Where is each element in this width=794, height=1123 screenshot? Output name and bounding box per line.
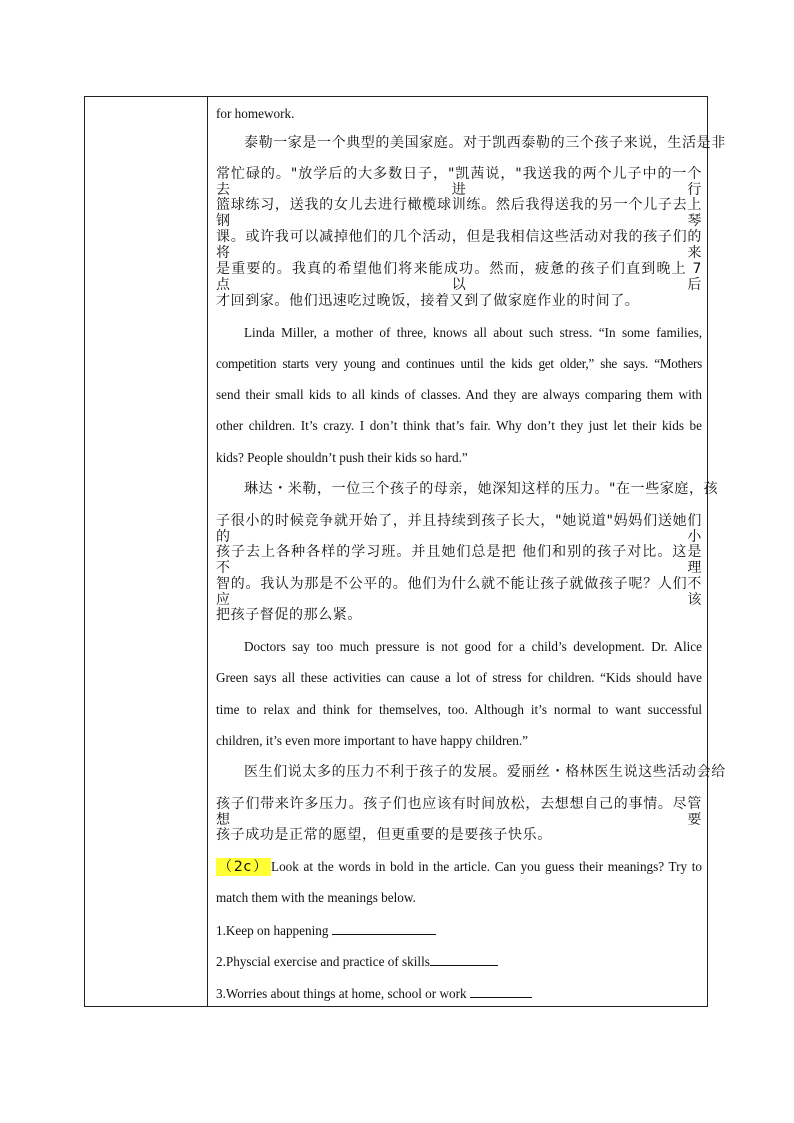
match-item-3	[216, 985, 702, 1002]
left-column-cell	[85, 97, 208, 1006]
zh-paragraph-1-line: 才回到家。他们迅速吃过晚饭，接着又到了做家庭作业的时间了。	[216, 293, 640, 309]
en-paragraph-2-line: other children. It’s crazy. I don’t think that’s fair. Why don’t they just let their kids be	[216, 418, 702, 433]
zh-paragraph-1-line: 篮球练习，送我的女儿去进行橄榄球训练。然后我得送我的另一个儿子去上钢琴	[216, 197, 702, 229]
zh-paragraph-2-line: 琳达・米勒，一位三个孩子的母亲，她深知这样的压力。"在一些家庭，孩	[244, 481, 719, 497]
match-item-1	[216, 922, 702, 939]
en-paragraph-3-line: Doctors say too much pressure is not good for a child’s development. Dr. Alice	[244, 639, 702, 654]
answer-blank[interactable]	[332, 922, 436, 935]
en-paragraph-3-line: Green says all these activities can cause a lot of stress for children. “Kids should have	[216, 670, 702, 685]
en-paragraph-2-line: kids? People shouldn’t push their kids so hard.”	[216, 450, 468, 465]
answer-blank[interactable]	[470, 985, 532, 998]
zh-paragraph-1-line: 课。或许我可以减掉他们的几个活动，但是我相信这些活动对我的孩子们的将来	[216, 229, 702, 261]
en-paragraph-3-line: children, it’s even more important to have happy children.”	[216, 733, 529, 748]
task-number-highlight: （2c）	[218, 859, 270, 875]
zh-paragraph-3-line: 孩子们带来许多压力。孩子们也应该有时间放松，去想想自己的事情。尽管想要	[216, 796, 702, 828]
en-paragraph-2-line: send their small kids to all kinds of classes. And they are always comparing them with	[216, 387, 702, 402]
match-item-2	[216, 953, 702, 970]
text-line: for homework.	[216, 106, 295, 121]
match-item-text: 1.Keep on happening	[216, 923, 329, 938]
task-instruction-text: Look at the words in bold in the article. Can you guess their meanings? Try to	[271, 859, 702, 874]
zh-paragraph-1-line: 常忙碌的。"放学后的大多数日子，"凯茜说，"我送我的两个儿子中的一个去进行	[216, 166, 702, 198]
task-instruction	[216, 859, 702, 875]
zh-paragraph-2-line: 把孩子督促的那么紧。	[216, 607, 362, 623]
en-paragraph-2-line: Linda Miller, a mother of three, knows all about such stress. “In some families,	[244, 325, 702, 340]
zh-paragraph-1-line: 是重要的。我真的希望他们将来能成功。然而，疲惫的孩子们直到晚上 7 点以后	[216, 261, 702, 293]
zh-paragraph-2-line: 智的。我认为那是不公平的。他们为什么就不能让孩子就做孩子呢？人们不应该	[216, 576, 702, 608]
en-paragraph-3-line: time to relax and think for themselves, too. Although it’s normal to want successful	[216, 702, 702, 717]
content-table	[84, 96, 726, 1007]
zh-paragraph-1-line: 泰勒一家是一个典型的美国家庭。对于凯西泰勒的三个孩子来说，生活是非	[244, 135, 726, 151]
task-instruction-continued: match them with the meanings below.	[216, 890, 416, 905]
zh-paragraph-3-line: 孩子成功是正常的愿望，但更重要的是要孩子快乐。	[216, 827, 552, 843]
answer-blank[interactable]	[430, 953, 498, 966]
match-item-text: 3.Worries about things at home, school or work	[216, 986, 467, 1001]
en-paragraph-2-line: competition starts very young and continues until the kids get older,” she says. “Mothers	[216, 356, 702, 371]
zh-paragraph-2-line: 孩子去上各种各样的学习班。并且她们总是把 他们和别的孩子对比。这是不理	[216, 544, 702, 576]
zh-paragraph-3-line: 医生们说太多的压力不利于孩子的发展。爱丽丝・格林医生说这些活动会给	[244, 764, 726, 780]
match-item-text: 2.Physcial exercise and practice of skills	[216, 954, 430, 969]
zh-paragraph-2-line: 子很小的时候竞争就开始了，并且持续到孩子长大，"她说道"妈妈们送她们的小	[216, 513, 702, 545]
